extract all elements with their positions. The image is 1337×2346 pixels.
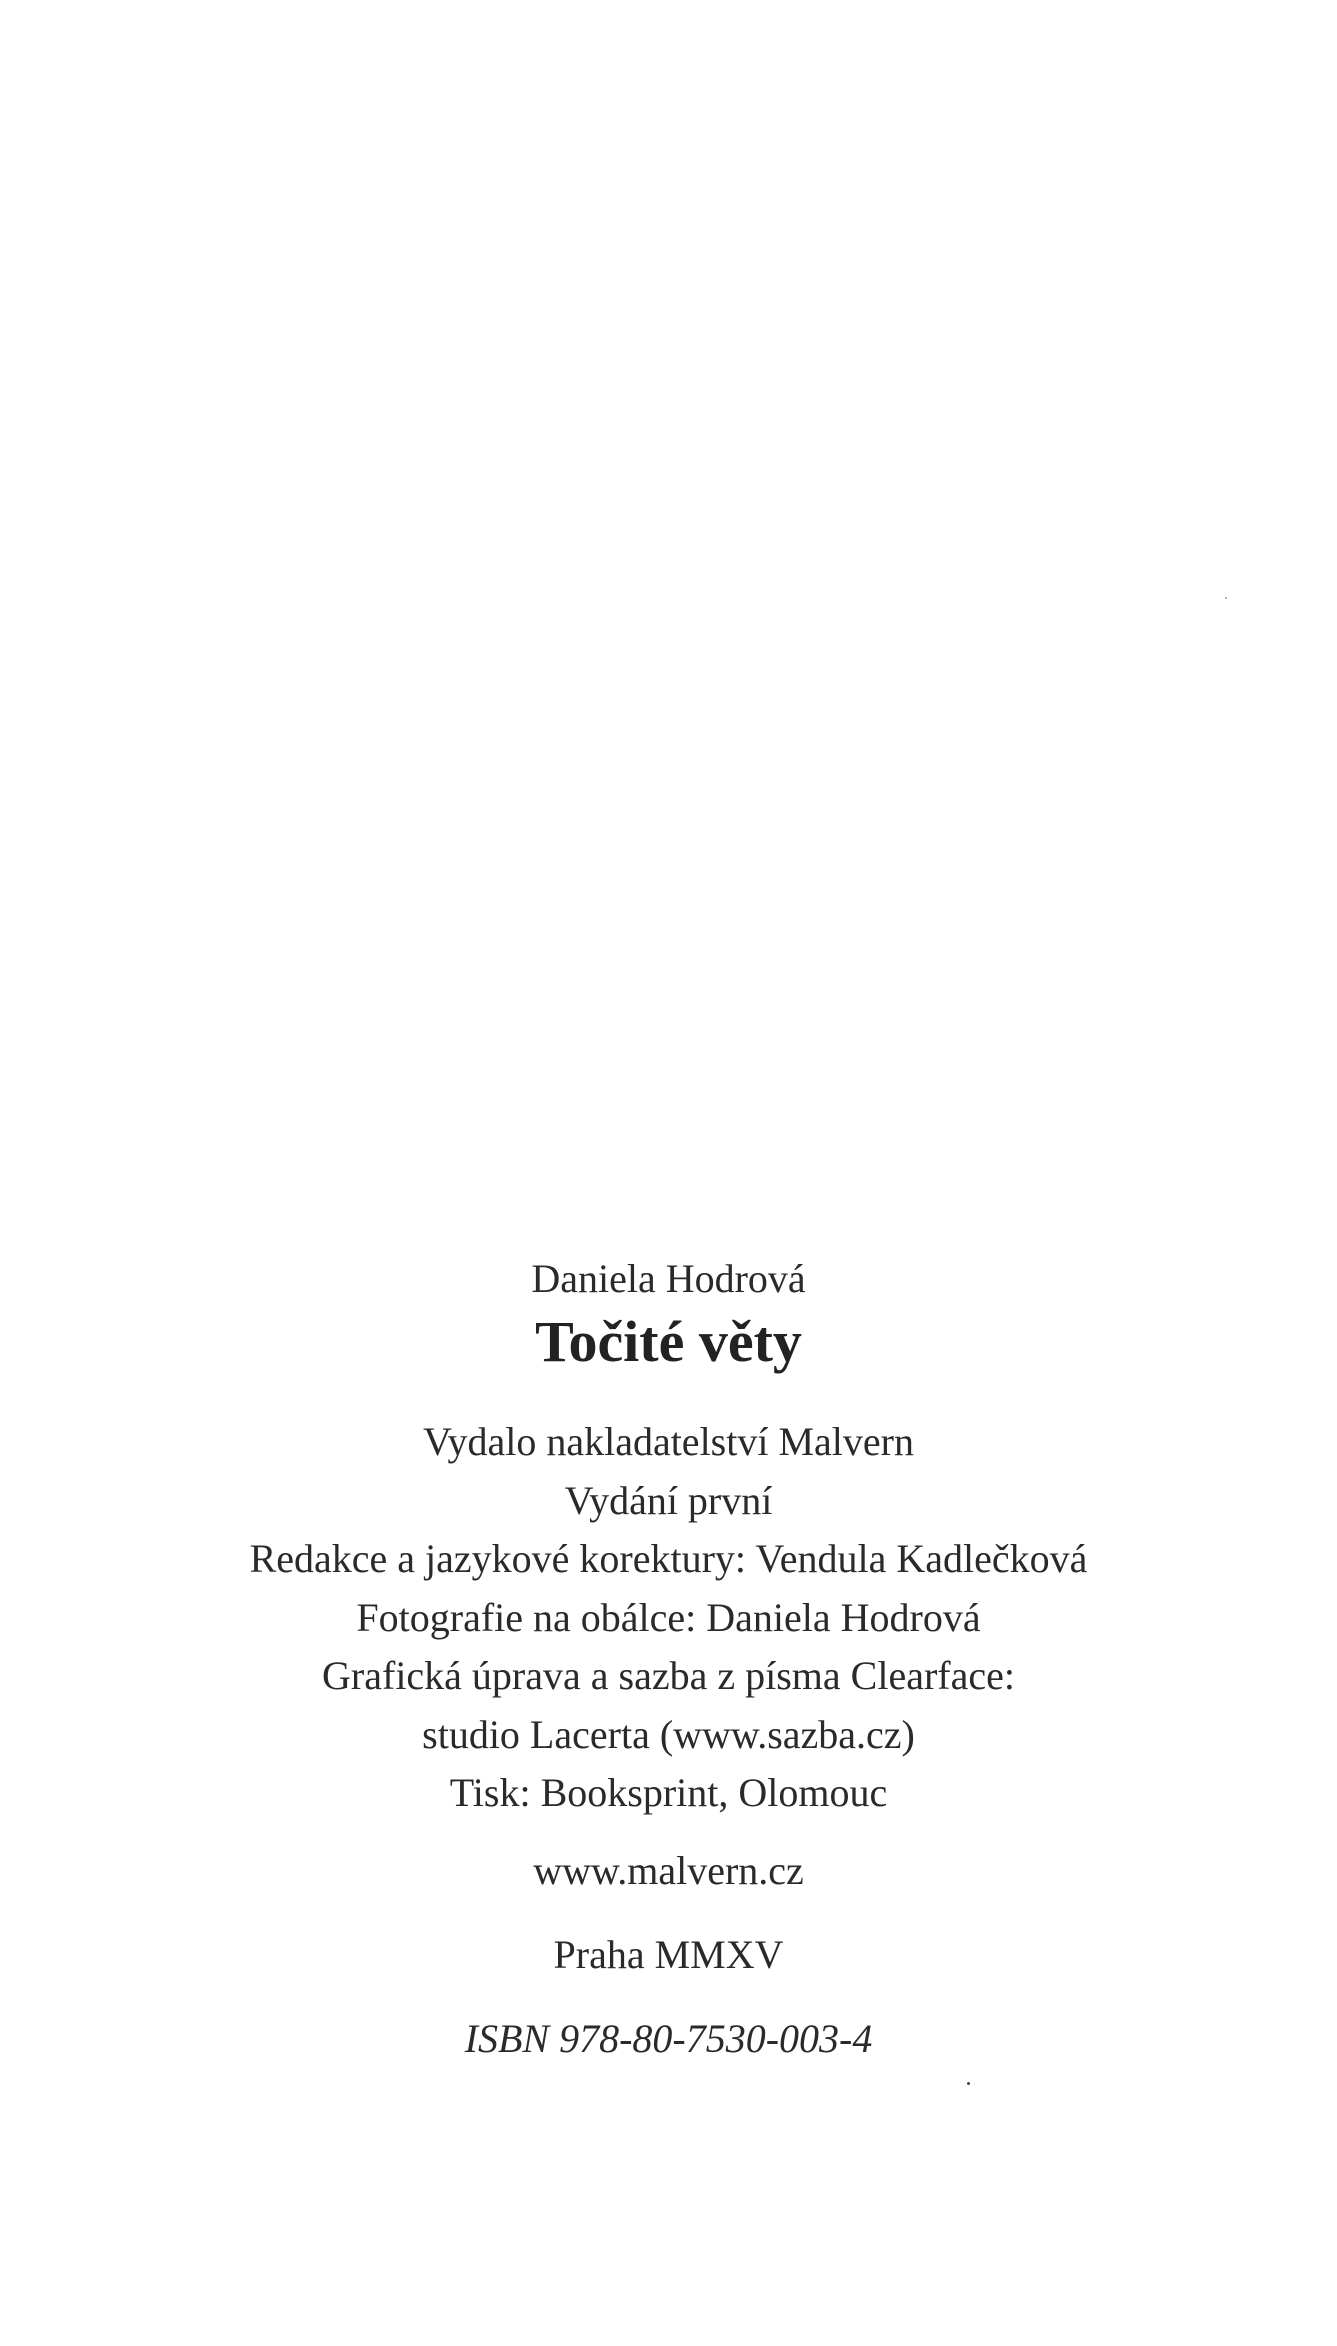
paper-speck — [1225, 597, 1227, 599]
printer-line: Tisk: Booksprint, Olomouc — [449, 1770, 888, 1815]
publisher-website: www.malvern.cz — [533, 1847, 804, 1893]
paper-speck — [967, 2082, 970, 2085]
author-name: Daniela Hodrová — [531, 1256, 806, 1301]
typesetting-line: Grafická úprava a sazba z písma Clearface: — [322, 1653, 1015, 1698]
studio-line: studio Lacerta (www.sazba.cz) — [422, 1711, 915, 1757]
place-and-year: Praha MMXV — [553, 1931, 784, 1977]
colophon — [0, 1255, 1337, 2063]
cover-photo-line: Fotografie na obálce: Daniela Hodrová — [356, 1594, 981, 1640]
credits-block — [0, 1413, 1337, 1823]
editor-line: Redakce a jazykové korektury: Vendula Kadlečková — [249, 1536, 1088, 1581]
edition-line: Vydání první — [564, 1477, 773, 1523]
publisher-line: Vydalo nakladatelství Malvern — [423, 1419, 914, 1464]
book-title: Točité věty — [535, 1309, 802, 1374]
isbn: ISBN 978-80-7530-003-4 — [464, 2015, 873, 2061]
